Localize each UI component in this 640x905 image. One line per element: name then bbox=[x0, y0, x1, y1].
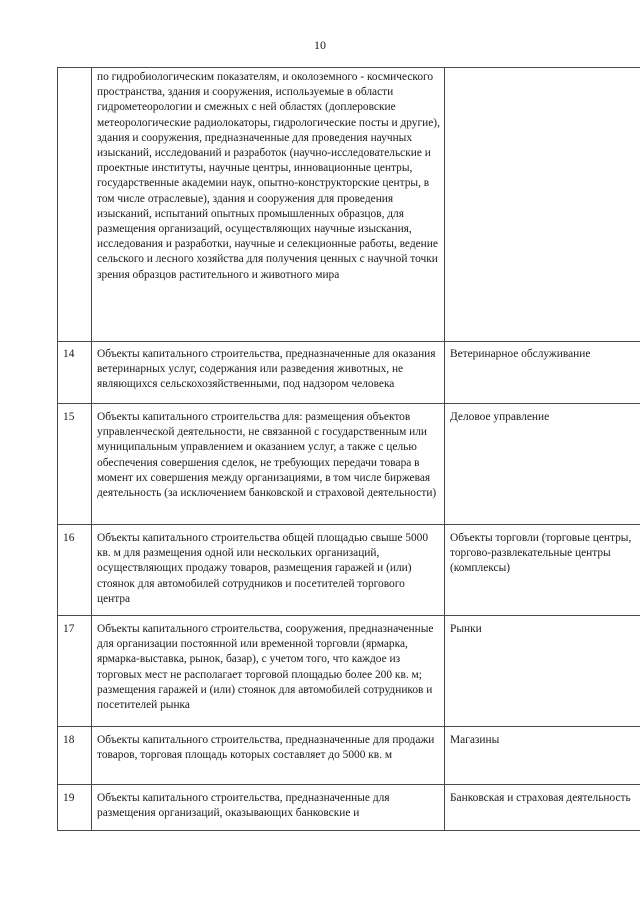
table-row bbox=[58, 525, 640, 616]
row-description bbox=[92, 68, 445, 342]
description-text: Объекты капитального строительства общей площадью свыше 5000 кв. м для размещения одной или нескольких организаций, осуществляющих продажу товаров, размещения гаражей и (или) стоянок для автомобилей сотрудников и посетителей торгового центра bbox=[97, 532, 429, 605]
row-description bbox=[92, 785, 445, 831]
description-text: Объекты капитального строительства, предназначенные для оказания ветеринарных услуг, содержания или разведения животных, не являющихся сельскохозяйственными, под надзором человека bbox=[97, 348, 436, 391]
permitted-use-text: Рынки bbox=[450, 623, 482, 635]
row-number: 16 bbox=[58, 525, 92, 616]
row-permitted-use bbox=[445, 525, 640, 616]
row-description bbox=[92, 404, 445, 525]
description-text: Объекты капитального строительства для: размещения объектов управленческой деятельности, не связанной с государственным или муниципальным управлением и оказанием услуг, а также с целью обеспечения совершения сделок, не требующих передачи товара в момент их совершения между организациями, в том числе биржевая деятельность (за исключением банковской и страховой деятельности) bbox=[97, 411, 437, 500]
row-permitted-use bbox=[445, 342, 640, 404]
permitted-use-text: Магазины bbox=[450, 734, 500, 746]
description-text: Объекты капитального строительства, предназначенные для размещения организаций, оказывающих банковские и bbox=[97, 792, 390, 820]
table-row bbox=[58, 404, 640, 525]
land-use-table bbox=[57, 67, 640, 831]
permitted-use-text: Деловое управление bbox=[450, 411, 550, 423]
table-row bbox=[58, 342, 640, 404]
row-description bbox=[92, 342, 445, 404]
permitted-use-text: Банковская и страховая деятельность bbox=[450, 792, 631, 804]
row-permitted-use bbox=[445, 404, 640, 525]
row-number: 15 bbox=[58, 404, 92, 525]
row-number bbox=[58, 68, 92, 342]
table-row bbox=[58, 785, 640, 831]
page-number: 10 bbox=[314, 38, 326, 52]
table-row bbox=[58, 727, 640, 785]
permitted-use-text: Ветеринарное обслуживание bbox=[450, 348, 591, 360]
row-number: 18 bbox=[58, 727, 92, 785]
row-permitted-use bbox=[445, 616, 640, 727]
row-number: 17 bbox=[58, 616, 92, 727]
row-permitted-use bbox=[445, 727, 640, 785]
description-text: Объекты капитального строительства, сооружения, предназначенные для организации постоянной или временной торговли (ярмарка, ярмарка-выставка, рынок, базар), с учетом того, что каждое из торговых мест не располагает торговой площадью более 200 кв. м; размещения гаражей и (или) стоянок для автомобилей сотрудников и посетителей рынка bbox=[97, 623, 434, 712]
table-row bbox=[58, 68, 640, 342]
table-row bbox=[58, 616, 640, 727]
row-permitted-use bbox=[445, 68, 640, 342]
description-text: по гидробиологическим показателям, и околоземного - космического пространства, здания и сооружения, используемые в области гидрометеорологии и смежных с ней областях (доплеровские метеорологические радиолокаторы, гидрологические посты и другие), здания и сооружения, предназначенные для проведения научных изысканий, исследований и разработок (научно-исследовательские и проектные институты, научные центры, инновационные центры, государственные академии наук, опытно-конструкторские центры, в том числе отраслевые), здания и сооружения для проведения изысканий, испытаний опытных промышленных образцов, для размещения организаций, осуществляющих научные изыскания, исследования и разработки, научные и селекционные работы, ведение сельского и лесного хозяйства для получения ценных с научной точки зрения образцов растительного и животного мира bbox=[97, 71, 440, 281]
row-description bbox=[92, 727, 445, 785]
row-number: 14 bbox=[58, 342, 92, 404]
row-permitted-use bbox=[445, 785, 640, 831]
description-text: Объекты капитального строительства, предназначенные для продажи товаров, торговая площадь которых составляет до 5000 кв. м bbox=[97, 734, 435, 762]
row-number: 19 bbox=[58, 785, 92, 831]
permitted-use-text: Объекты торговли (торговые центры, торгово-развлекательные центры (комплексы) bbox=[450, 532, 632, 575]
row-description bbox=[92, 525, 445, 616]
row-description bbox=[92, 616, 445, 727]
